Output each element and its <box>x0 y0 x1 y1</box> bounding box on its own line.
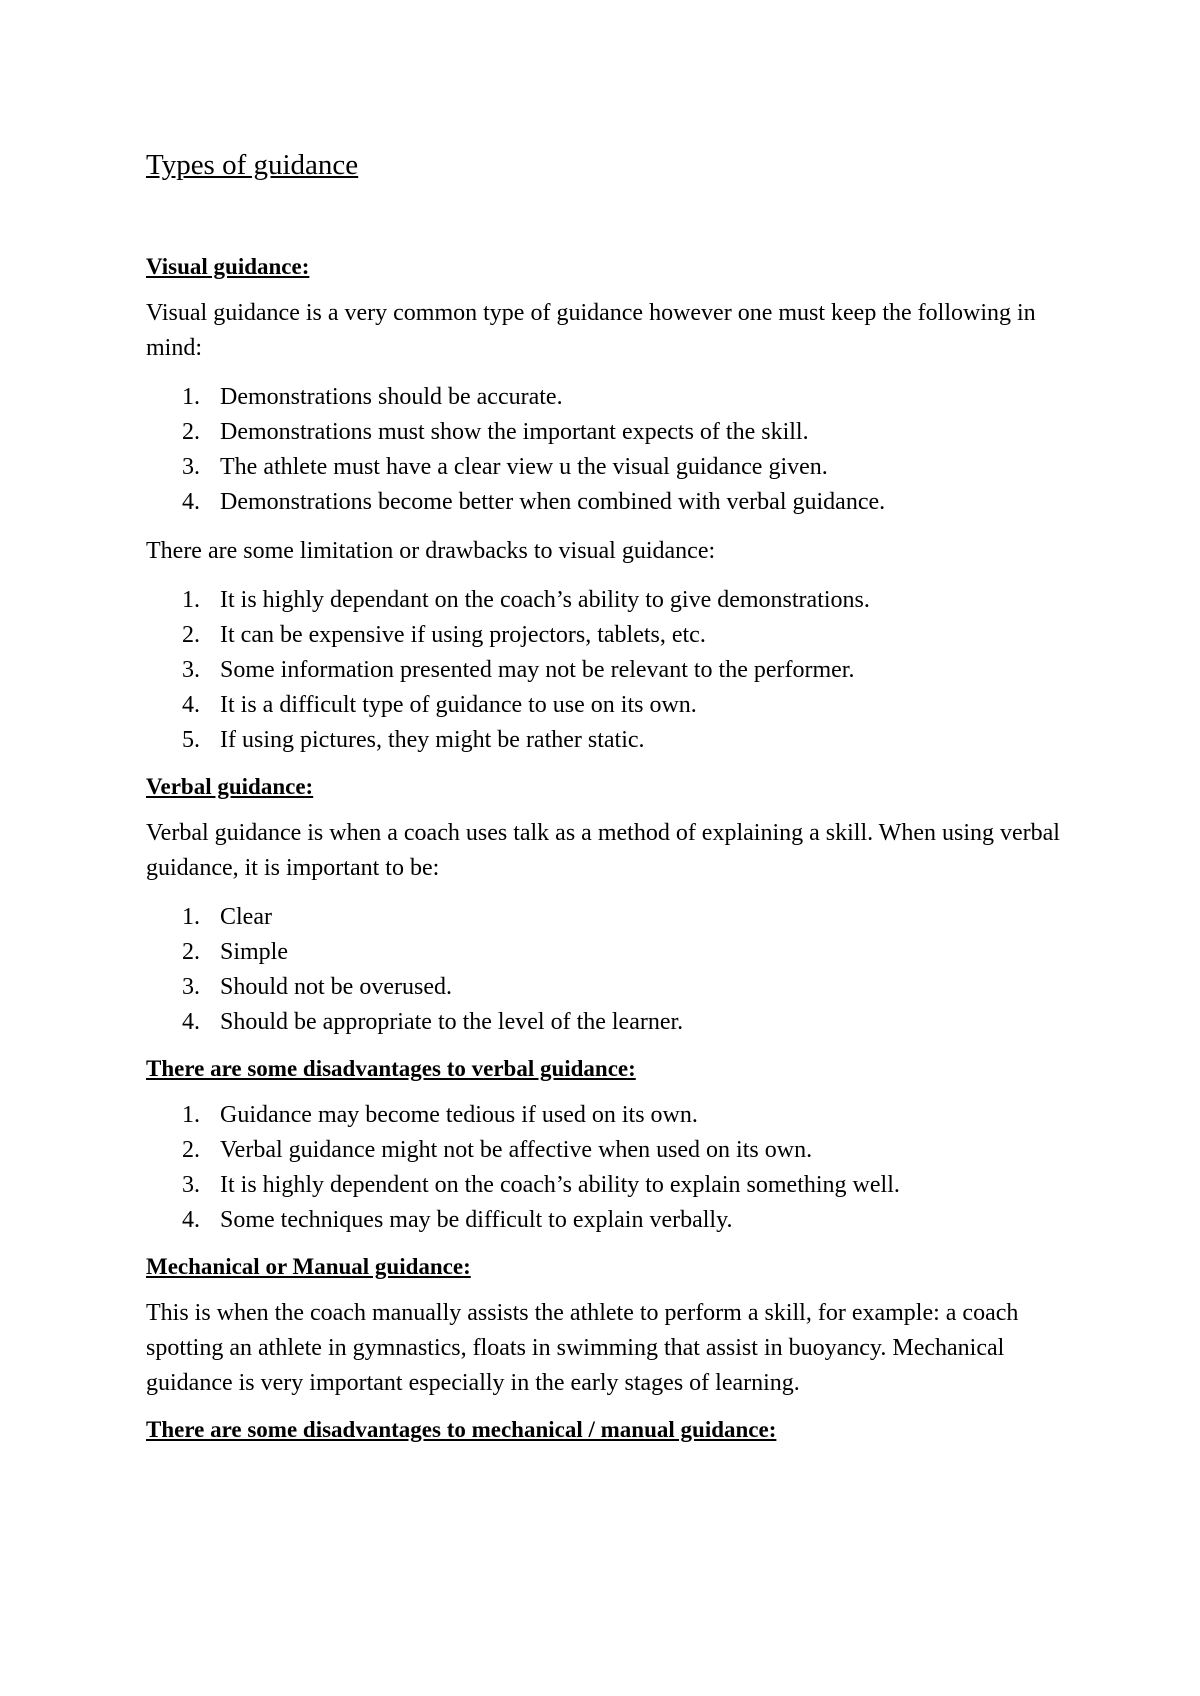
list-item: 3. Should not be overused. <box>182 974 452 1000</box>
verbal-disadvantages-heading: There are some disadvantages to verbal guidance: <box>146 1056 636 1081</box>
list-item: 4. Some techniques may be difficult to explain verbally. <box>182 1207 733 1233</box>
list-item: 2. Demonstrations must show the important expects of the skill. <box>182 419 809 445</box>
verbal-guidance-points <box>146 900 1086 1040</box>
list-item: 2. Verbal guidance might not be affective when used on its own. <box>182 1137 813 1163</box>
list-item: 1. Demonstrations should be accurate. <box>182 384 563 410</box>
visual-drawbacks-list <box>146 583 1086 758</box>
page-title: Types of guidance <box>146 149 359 181</box>
mechanical-disadvantages-heading: There are some disadvantages to mechanical / manual guidance: <box>146 1417 777 1442</box>
visual-guidance-heading: Visual guidance: <box>146 254 310 279</box>
list-item: 3. The athlete must have a clear view u the visual guidance given. <box>182 454 828 480</box>
list-item: 3. Some information presented may not be relevant to the performer. <box>182 657 855 683</box>
visual-guidance-intro: Visual guidance is a very common type of guidance however one must keep the following in mind: <box>146 300 1036 361</box>
list-item: 3. It is highly dependent on the coach’s ability to explain something well. <box>182 1172 900 1198</box>
list-item: 4. Demonstrations become better when combined with verbal guidance. <box>182 489 886 515</box>
list-item: 4. Should be appropriate to the level of the learner. <box>182 1009 684 1035</box>
list-item: 5. If using pictures, they might be rather static. <box>182 727 645 753</box>
list-item: 1. Clear <box>182 904 272 930</box>
visual-drawbacks-intro: There are some limitation or drawbacks to visual guidance: <box>146 538 716 564</box>
visual-guidance-points <box>146 380 1086 520</box>
list-item: 4. It is a difficult type of guidance to use on its own. <box>182 692 697 718</box>
list-item: 1. Guidance may become tedious if used on its own. <box>182 1102 698 1128</box>
document-page <box>146 148 1086 1459</box>
verbal-guidance-heading: Verbal guidance: <box>146 774 314 799</box>
list-item: 2. Simple <box>182 939 289 965</box>
mechanical-guidance-intro: This is when the coach manually assists the athlete to perform a skill, for example: a coach spotting an athlete in gymnastics, floats in swimming that assist in buoyancy. Mechanical guidance is very important especially in the early stages of learning. <box>146 1300 1019 1396</box>
verbal-guidance-intro: Verbal guidance is when a coach uses talk as a method of explaining a skill. When using verbal guidance, it is important to be: <box>146 820 1060 881</box>
verbal-disadvantages-list <box>146 1098 1086 1238</box>
mechanical-guidance-heading: Mechanical or Manual guidance: <box>146 1254 471 1279</box>
list-item: 1. It is highly dependant on the coach’s ability to give demonstrations. <box>182 587 870 613</box>
list-item: 2. It can be expensive if using projectors, tablets, etc. <box>182 622 706 648</box>
